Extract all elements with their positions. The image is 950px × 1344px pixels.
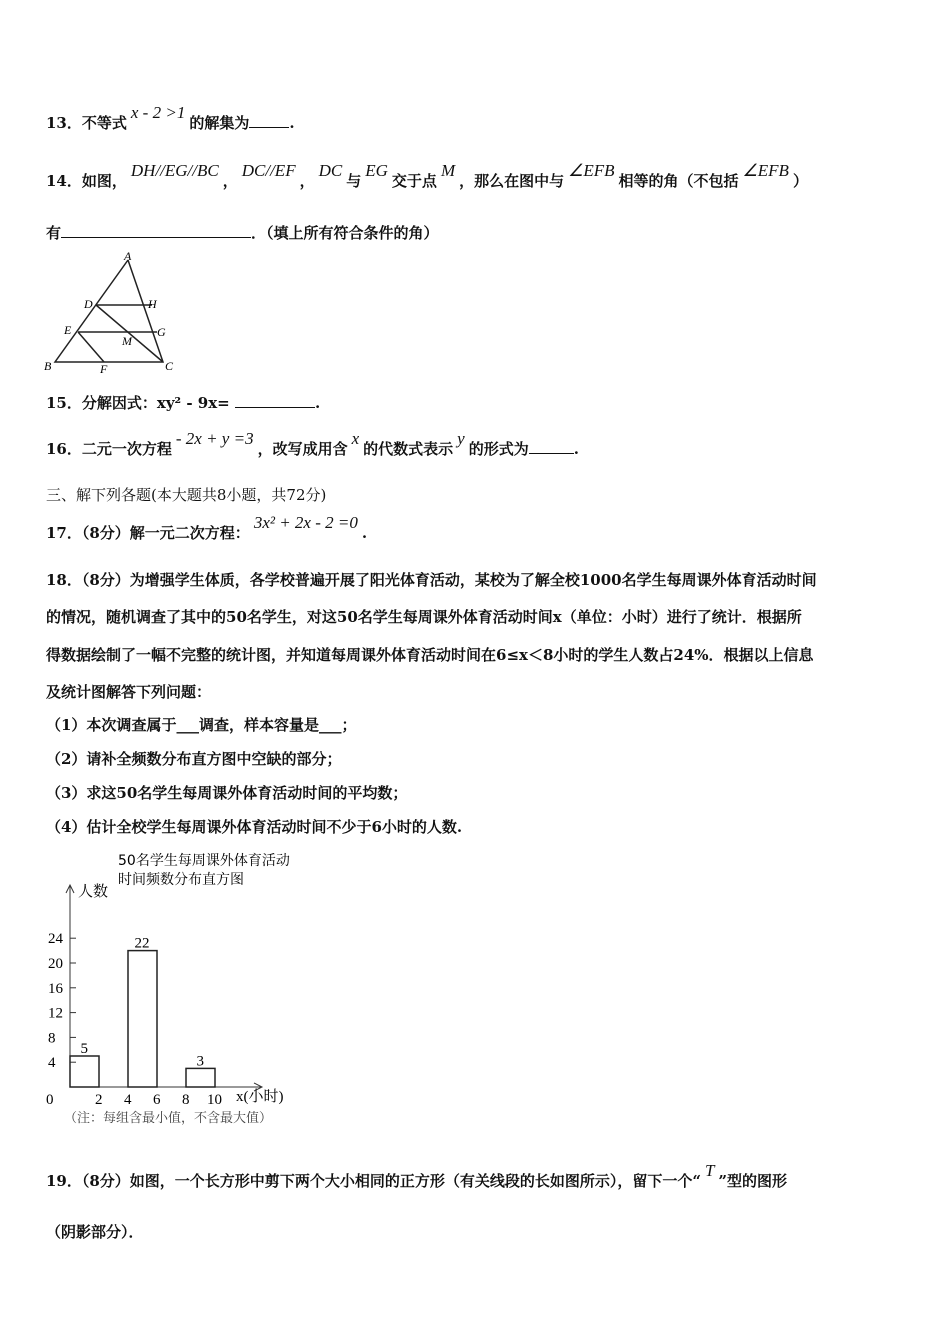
- label-M: M: [122, 334, 132, 348]
- q-num: 13．: [46, 114, 82, 132]
- text: ，改写成用含: [257, 440, 348, 458]
- label-E: E: [64, 323, 72, 337]
- sub-question: （4）估计全校学生每周课外体育活动时间不少于6小时的人数.: [46, 818, 463, 836]
- histogram-bar: [186, 1068, 215, 1087]
- x-tick-label: 10: [207, 1092, 222, 1108]
- histogram-bar: [70, 1056, 99, 1087]
- x-axis-label: x(小时): [236, 1089, 284, 1105]
- math: y: [457, 429, 465, 448]
- answer-blank: [529, 439, 574, 454]
- label-G: G: [157, 325, 166, 339]
- x-tick-label: 6: [153, 1092, 161, 1108]
- label-A: A: [124, 250, 132, 263]
- math: - 2x + y =3: [175, 429, 254, 448]
- sub-question: （2）请补全频数分布直方图中空缺的部分；: [46, 750, 342, 768]
- text: 相等的角（不包括: [618, 172, 739, 190]
- section-heading: 三、解下列各题(本大题共8小题，共72分): [46, 486, 327, 504]
- math: DC: [318, 161, 343, 180]
- y-tick-label: 12: [48, 1005, 63, 1022]
- text: 如图，: [81, 172, 127, 190]
- text: .: [573, 440, 579, 458]
- y-tick-label: 16: [48, 980, 63, 997]
- text: ，那么在图中与: [459, 172, 565, 190]
- question-19: [46, 1161, 788, 1191]
- text: 17．（8分）解一元二次方程：: [46, 524, 250, 542]
- x-tick-label: 2: [95, 1092, 103, 1108]
- label-C: C: [165, 359, 174, 373]
- text: 交于点: [391, 172, 437, 190]
- text: 不等式: [81, 114, 127, 132]
- text: ．（填上所有符合条件的角）: [251, 224, 439, 242]
- math: x - 2 >1: [130, 103, 186, 122]
- text: ，: [299, 172, 315, 190]
- text: .: [314, 394, 321, 412]
- y-axis-label: 人数: [78, 882, 109, 900]
- q-num: 14．: [46, 172, 82, 190]
- y-tick-label: 4: [48, 1055, 56, 1072]
- question-18-line: 及统计图解答下列问题：: [46, 683, 212, 701]
- text: .: [289, 114, 295, 132]
- text: ）: [792, 172, 808, 190]
- question-18-line: 的情况，随机调查了其中的50名学生，对这50名学生每周课外体育活动时间x（单位：小时）进行了统计．根据所: [46, 608, 802, 626]
- answer-blank: [235, 393, 315, 408]
- text: .: [361, 524, 368, 542]
- text: 与: [346, 172, 362, 190]
- text: 的解集为: [189, 114, 250, 132]
- question-14: [46, 161, 808, 191]
- question-19-line2: （阴影部分）．: [46, 1223, 144, 1241]
- answer-blank: [249, 113, 289, 128]
- y-tick-label: 20: [48, 956, 63, 972]
- question-17: [46, 513, 368, 543]
- y-tick-label: 8: [48, 1030, 56, 1047]
- text: 19．（8分）如图，一个长方形中剪下两个大小相同的正方形（有关线段的长如图所示），留下一个“: [46, 1172, 701, 1190]
- bar-value-label: 22: [134, 935, 150, 952]
- math: 3x² + 2x - 2 =0: [253, 513, 358, 532]
- text: 的代数式表示: [363, 440, 454, 458]
- question-18-line: 18．（8分）为增强学生体质，各学校普遍开展了阳光体育活动，某校为了解全校1000名学生每周课外体育活动时间: [46, 571, 817, 589]
- sub-question: （3）求这50名学生每周课外体育活动时间的平均数；: [46, 784, 408, 802]
- math: M: [440, 161, 456, 180]
- bar-value-label: 3: [196, 1053, 204, 1070]
- question-14-line2: [46, 222, 439, 243]
- chart-title: 时间频数分布直方图: [118, 872, 244, 888]
- math: DH//EG//BC: [130, 161, 219, 180]
- question-13: [46, 103, 295, 133]
- text: ”型的图形: [718, 1172, 788, 1190]
- text: 15．分解因式：xy² - 9x=: [46, 394, 230, 412]
- histogram-bar: [128, 951, 157, 1087]
- text: 有: [46, 224, 62, 242]
- math: ∠EFB: [742, 161, 789, 180]
- label-D: D: [84, 297, 93, 311]
- math: DC//EF: [241, 161, 296, 180]
- histogram: [40, 845, 320, 1135]
- question-15: [46, 392, 320, 413]
- x-tick-label: 4: [124, 1092, 132, 1108]
- y-tick-label: 24: [48, 931, 63, 948]
- x-tick-label: 8: [182, 1092, 190, 1108]
- question-16: [46, 429, 579, 459]
- label-F: F: [100, 362, 108, 375]
- x-tick-label: 0: [46, 1092, 54, 1108]
- math: x: [351, 429, 360, 448]
- answer-blank: [61, 223, 251, 238]
- chart-note: （注：每组含最小值，不含最大值）: [64, 1111, 273, 1126]
- text: ，: [222, 172, 238, 190]
- math: ∠EFB: [568, 161, 615, 180]
- sub-question: （1）本次调查属于___调查，样本容量是___；: [46, 716, 357, 734]
- math: EG: [365, 161, 388, 180]
- chart-title: 50名学生每周课外体育活动: [118, 853, 290, 869]
- text: 16．二元一次方程: [46, 440, 172, 458]
- math: T: [704, 1161, 715, 1180]
- label-B: B: [44, 359, 52, 373]
- triangle-figure: [40, 250, 180, 375]
- bar-value-label: 5: [80, 1041, 88, 1057]
- question-18-line: 得数据绘制了一幅不完整的统计图，并知道每周课外体育活动时间在6≤x＜8小时的学生人数占24%．根据以上信息: [46, 646, 814, 664]
- label-H: H: [148, 297, 157, 311]
- text: 的形式为: [468, 440, 529, 458]
